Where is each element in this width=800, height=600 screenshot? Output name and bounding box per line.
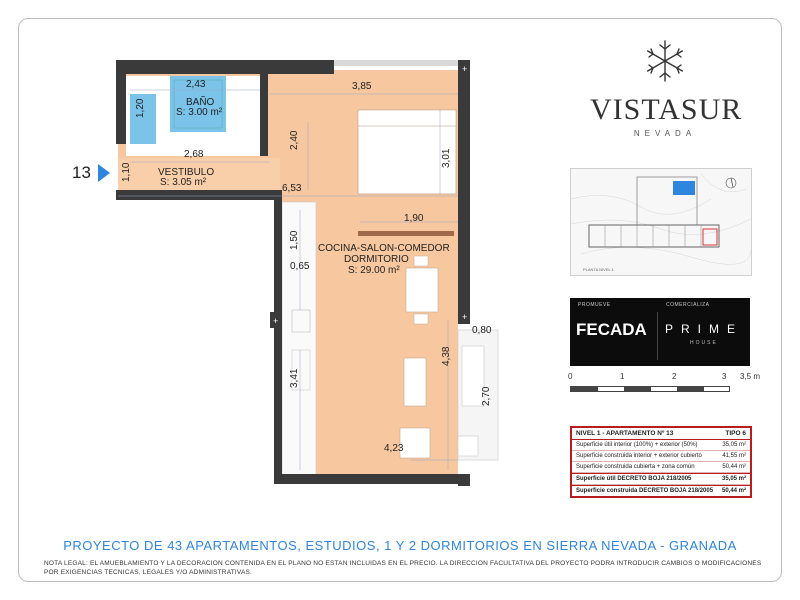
dim-terrace-width: 0,80 <box>472 325 492 336</box>
svg-text:+: + <box>462 312 468 322</box>
room-bano-name: BAÑO <box>186 97 215 108</box>
dim-kitchen-gap: 0,65 <box>290 261 310 272</box>
svg-text:+: + <box>273 316 279 326</box>
scale-35: 3,5 m <box>740 372 761 381</box>
scale-2: 2 <box>672 372 677 381</box>
area-table-title: NIVEL 1 - APARTAMENTO Nº 13 <box>576 430 674 437</box>
prime-logo: PRIME <box>665 322 744 336</box>
snowflake-icon <box>642 38 688 84</box>
promo-divider <box>657 312 658 360</box>
vistasur-logo <box>590 38 743 138</box>
comercializa-label: COMERCIALIZA <box>666 302 710 308</box>
row-label: Superficie construida interior + exterior cubierto <box>576 453 702 459</box>
brand-sub: NEVADA <box>633 129 697 138</box>
dim-bath-height: 1,20 <box>135 98 146 118</box>
dim-lower-height: 4,38 <box>441 346 452 366</box>
dim-kitchen-upper: 1,50 <box>289 230 300 250</box>
table-row <box>572 485 750 496</box>
key-plan-label: PLANTA NIVEL 1 <box>583 267 614 272</box>
room-cocina-area: S: 29.00 m² <box>348 265 400 276</box>
area-table <box>570 426 752 498</box>
room-vestibulo-name: VESTIBULO <box>158 167 215 178</box>
unit-number: 13 <box>72 163 91 182</box>
row-value: 35,05 m² <box>721 476 746 482</box>
table-row <box>572 473 750 485</box>
dim-bottom-width: 4,23 <box>384 443 404 454</box>
scale-bar <box>570 372 760 402</box>
key-plan-drawing <box>571 169 751 275</box>
room-vestibulo-area: S: 3.05 m² <box>160 177 207 188</box>
floor-plan-drawing <box>70 50 520 520</box>
fecada-logo: FECADA <box>576 320 647 339</box>
table-row <box>572 440 750 451</box>
dim-bath-width: 2,43 <box>186 79 206 90</box>
area-table-header <box>572 428 750 440</box>
scale-0: 0 <box>568 372 573 381</box>
house-logo: HOUSE <box>690 340 718 346</box>
row-value: 41,55 m² <box>722 453 746 459</box>
row-value: 50,44 m² <box>722 464 746 470</box>
project-title: PROYECTO DE 43 APARTAMENTOS, ESTUDIOS, 1 Y 2 DORMITORIOS EN SIERRA NEVADA - GRANADA <box>63 538 737 553</box>
dim-kitchen-lower: 3,41 <box>289 368 300 388</box>
scale-1: 1 <box>620 372 625 381</box>
row-value: 35,05 m² <box>722 442 746 448</box>
room-bano-area: S: 3.00 m² <box>176 107 223 118</box>
dim-total-width: 6,53 <box>282 183 302 194</box>
dim-vest-width: 2,68 <box>184 149 204 160</box>
dim-bed-height: 3,01 <box>441 148 452 168</box>
brand-name: VISTASUR <box>590 93 743 126</box>
dining-table <box>406 268 438 312</box>
room-dormitorio-name: DORMITORIO <box>344 254 409 265</box>
dim-vest-height: 1,10 <box>121 162 132 182</box>
table-row <box>572 462 750 473</box>
row-label: Superficie construida DECRETO BOJA 218/2005 <box>576 488 714 494</box>
svg-text:+: + <box>462 64 468 74</box>
key-plan <box>570 168 752 276</box>
dim-terrace-height: 2,70 <box>481 386 492 406</box>
coffee-table <box>404 358 426 406</box>
dim-top-width: 3,85 <box>352 81 372 92</box>
row-label: Superficie útil interior (100%) + exterior (50%) <box>576 442 698 448</box>
table-row <box>572 451 750 462</box>
dim-upper-height: 2,40 <box>289 130 300 150</box>
room-cocina-name: COCINA-SALON-COMEDOR <box>318 243 450 254</box>
row-value: 50,44 m² <box>721 488 746 494</box>
side-table <box>400 428 430 458</box>
promoters-banner <box>570 298 750 366</box>
area-table-type: TIPO 6 <box>725 430 746 437</box>
row-label: Superficie construida cubierta + zona común <box>576 464 695 470</box>
divider <box>358 231 454 236</box>
row-label: Superficie útil DECRETO BOJA 218/2005 <box>576 476 692 482</box>
scale-3: 3 <box>722 372 727 381</box>
scale-bar-graphic <box>570 386 730 392</box>
dim-divider: 1,90 <box>404 213 424 224</box>
floor-plan <box>70 50 520 520</box>
promueve-label: PROMUEVE <box>578 302 611 308</box>
legal-note: NOTA LEGAL: EL AMUEBLAMIENTO Y LA DECORACION CONTENIDA EN EL PLANO NO ESTAN INCLUIDAS EN EL PRECIO. LA DIRECCION FACULTATIVA DEL PROYECTO PODRA INTRODUCIR CAMBIOS O MODIFICACIONES POR EXIGENCIAS TECNICAS, LEGALES Y/O ADMINISTRATIVAS. <box>44 560 762 576</box>
